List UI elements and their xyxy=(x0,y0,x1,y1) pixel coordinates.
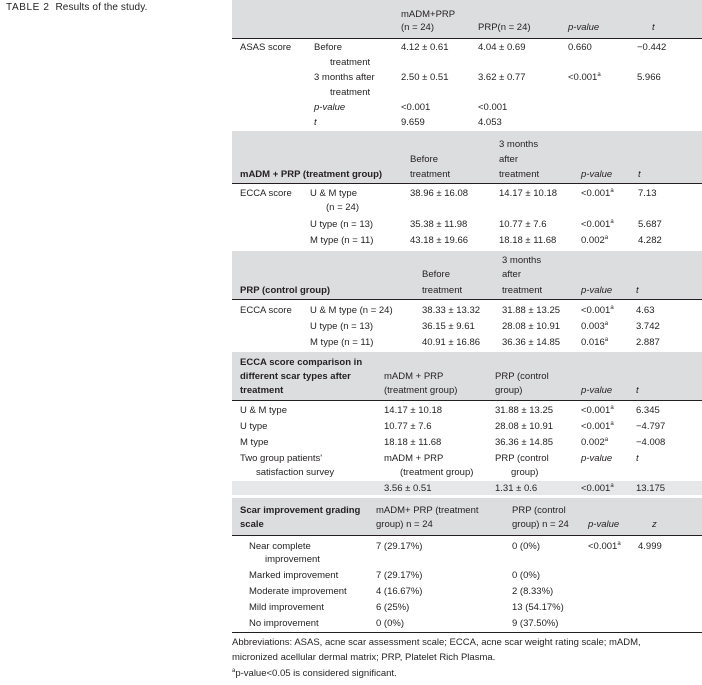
s3-group-title: PRP (control group) xyxy=(240,285,331,296)
s5-row2-prp: 0 (0%) xyxy=(512,570,540,581)
s4-header-prp-2: group) xyxy=(495,385,523,396)
s4-header-madm-2: (treatment group) xyxy=(384,385,458,396)
table-title: Results of the study. xyxy=(55,2,148,13)
s4-survey-header-madm: mADM + PRP xyxy=(384,453,444,464)
s1-3months-prp: 3.62 ± 0.77 xyxy=(478,72,526,83)
s2-row2-pvalue: <0.001$^a$ xyxy=(581,218,614,230)
s5-header-prp-2: group) n = 24 xyxy=(512,519,569,530)
s2-row3-t: 4.282 xyxy=(638,235,662,246)
s2-row3-label: M type (n = 11) xyxy=(310,235,374,246)
s1-asas-label: ASAS score xyxy=(240,42,292,53)
s5-row2-label: Marked improvement xyxy=(249,570,339,581)
s2-row2-before: 35.38 ± 11.98 xyxy=(410,219,468,230)
s5-row5-madm: 0 (0%) xyxy=(376,618,404,629)
s4-title-line2: different scar types after xyxy=(240,371,351,382)
s5-title-line1: Scar improvement grading xyxy=(240,505,361,516)
s4-row2-label: U type xyxy=(240,421,268,432)
s2-group-title: mADM + PRP (treatment group) xyxy=(240,169,383,180)
s4-row1-pvalue: <0.001$^a$ xyxy=(581,404,614,416)
s4-header-t: t xyxy=(636,385,639,396)
s1-pvalue-label: p-value xyxy=(314,102,346,113)
s1-header-prp: PRP(n = 24) xyxy=(478,22,531,33)
section1-rule xyxy=(232,38,702,39)
s4-row3-pvalue: 0.002$^a$ xyxy=(581,436,609,448)
s2-row1-before: 38.96 ± 16.08 xyxy=(410,188,469,199)
s3-row3-after: 36.36 ± 14.85 xyxy=(502,337,561,348)
s4-row1-label: U & M type xyxy=(240,405,287,416)
s5-row1-label: Near complete xyxy=(249,541,311,552)
footnote-abbreviations: Abbreviations: ASAS, acne scar assessment scale; ECCA, acne scar weight rating scale; mADM, xyxy=(232,637,641,648)
s3-row1-t: 4.63 xyxy=(636,305,655,316)
s1-before-label-2: treatment xyxy=(330,57,371,68)
table-label: TABLE 2 xyxy=(6,2,50,13)
s3-row1-before: 38.33 ± 13.32 xyxy=(422,305,481,316)
s1-before-prp: 4.04 ± 0.69 xyxy=(478,42,526,53)
s4-header-madm: mADM + PRP xyxy=(384,371,444,382)
s5-row1-pvalue: <0.001$^a$ xyxy=(588,540,621,552)
s3-header-t: t xyxy=(636,285,639,296)
s3-header-before-2: treatment xyxy=(422,285,463,296)
s3-row2-pvalue: 0.003$^a$ xyxy=(581,320,609,332)
s4-survey-header-t: t xyxy=(636,453,639,464)
s4-header-prp: PRP (control xyxy=(495,371,549,382)
s1-before-t: −0.442 xyxy=(637,42,667,53)
s3-header-before: Before xyxy=(422,269,450,280)
s1-3months-label: 3 months after xyxy=(314,72,375,83)
s2-row3-pvalue: 0.002$^a$ xyxy=(581,234,609,246)
s4-survey-madm: 3.56 ± 0.51 xyxy=(384,483,432,494)
s4-row3-label: M type xyxy=(240,437,269,448)
s4-survey-label: Two group patients' xyxy=(240,453,323,464)
s3-header-after-2: after xyxy=(502,269,522,280)
section2-rule xyxy=(232,183,702,184)
s2-header-after-3: treatment xyxy=(499,169,540,180)
s3-row3-pvalue: 0.016$^a$ xyxy=(581,336,609,348)
s2-row1-label-2: (n = 24) xyxy=(326,202,360,213)
table-caption xyxy=(6,2,147,13)
s4-survey-header-madm-2: (treatment group) xyxy=(400,467,474,478)
s5-row2-madm: 7 (29.17%) xyxy=(376,570,423,581)
s1-before-madm: 4.12 ± 0.61 xyxy=(401,42,449,53)
s3-row3-before: 40.91 ± 16.86 xyxy=(422,337,481,348)
s1-t-madm: 9.659 xyxy=(401,117,425,128)
s3-row1-pvalue: <0.001$^a$ xyxy=(581,304,614,316)
s5-title-line2: scale xyxy=(240,519,264,530)
s5-row1-label-2: improvement xyxy=(265,554,320,565)
s5-row4-prp: 13 (54.17%) xyxy=(512,602,564,613)
s2-row3-after: 18.18 ± 11.68 xyxy=(499,235,557,246)
footnote-significance: $^a$p-value<0.05 is considered significant. xyxy=(232,667,397,679)
s1-pvalue-madm: <0.001 xyxy=(401,102,431,113)
s1-header-pvalue: p-value xyxy=(568,22,600,33)
s2-header-before-2: treatment xyxy=(410,169,451,180)
s4-title-line3: treatment xyxy=(240,385,284,396)
s4-row1-t: 6.345 xyxy=(636,405,660,416)
s3-row1-after: 31.88 ± 13.25 xyxy=(502,305,561,316)
s1-header-madm-prp: mADM+PRP xyxy=(401,9,456,20)
s2-row1-label: U & M type xyxy=(310,188,357,199)
survey-result-band xyxy=(232,481,702,495)
s3-header-pvalue: p-value xyxy=(581,285,613,296)
s1-header-t: t xyxy=(652,22,655,33)
s4-row3-madm: 18.18 ± 11.68 xyxy=(384,437,442,448)
s2-header-after: 3 months xyxy=(499,139,539,150)
s5-row5-label: No improvement xyxy=(249,618,319,629)
s4-survey-header-prp: PRP (control xyxy=(495,453,549,464)
s4-survey-prp: 1.31 ± 0.6 xyxy=(495,483,538,494)
s3-header-after: 3 months xyxy=(502,255,542,266)
s5-row1-prp: 0 (0%) xyxy=(512,541,540,552)
section1-header-band xyxy=(232,0,702,38)
s4-row1-prp: 31.88 ± 13.25 xyxy=(495,405,554,416)
footnote-abbreviations-2: micronized acellular dermal matrix; PRP, Platelet Rich Plasma. xyxy=(232,652,496,663)
s2-header-pvalue: p-value xyxy=(581,169,613,180)
s2-row1-pvalue: <0.001$^a$ xyxy=(581,187,614,199)
s3-row3-label: M type (n = 11) xyxy=(310,337,374,348)
s4-title-line1: ECCA score comparison in xyxy=(240,357,363,368)
s5-row3-prp: 2 (8.33%) xyxy=(512,586,554,597)
s4-row2-t: −4.797 xyxy=(636,421,666,432)
s2-row2-t: 5.687 xyxy=(638,219,662,230)
s2-row3-before: 43.18 ± 19.66 xyxy=(410,235,469,246)
s1-3months-label-2: treatment xyxy=(330,87,371,98)
s3-row1-label: U & M type (n = 24) xyxy=(310,305,393,316)
s2-header-before: Before xyxy=(410,154,438,165)
section5-rule xyxy=(232,535,702,536)
s3-row3-t: 2.887 xyxy=(636,337,660,348)
table-bottom-rule xyxy=(232,632,702,633)
s2-header-t: t xyxy=(638,169,641,180)
s3-ecca-label: ECCA score xyxy=(240,305,292,316)
s1-3months-pvalue: <0.001$^a$ xyxy=(568,71,601,83)
s4-row1-madm: 14.17 ± 10.18 xyxy=(384,405,443,416)
s1-t-label: t xyxy=(314,117,317,128)
s3-row2-t: 3.742 xyxy=(636,321,660,332)
s2-row2-label: U type (n = 13) xyxy=(310,219,374,230)
s4-survey-label-2: satisfaction survey xyxy=(256,467,335,478)
s5-header-pvalue: p-value xyxy=(588,519,620,530)
s2-ecca-label: ECCA score xyxy=(240,188,292,199)
s4-survey-t: 13.175 xyxy=(636,483,666,494)
s4-row3-t: −4.008 xyxy=(636,437,666,448)
s5-row4-madm: 6 (25%) xyxy=(376,602,410,613)
s3-row2-before: 36.15 ± 9.61 xyxy=(422,321,475,332)
s1-pvalue-prp: <0.001 xyxy=(478,102,508,113)
s5-row4-label: Mild improvement xyxy=(249,602,324,613)
s4-header-pvalue: p-value xyxy=(581,385,613,396)
s4-survey-pvalue: <0.001$^a$ xyxy=(581,482,614,494)
section3-rule xyxy=(232,299,702,300)
s2-header-after-2: after xyxy=(499,154,519,165)
s4-row3-prp: 36.36 ± 14.85 xyxy=(495,437,554,448)
s5-row3-label: Moderate improvement xyxy=(249,586,347,597)
s5-row1-madm: 7 (29.17%) xyxy=(376,541,423,552)
s2-row1-t: 7.13 xyxy=(638,188,657,199)
s4-survey-header-pvalue: p-value xyxy=(581,453,613,464)
s1-3months-t: 5.966 xyxy=(637,72,661,83)
s4-row2-pvalue: <0.001$^a$ xyxy=(581,420,614,432)
s5-header-z: z xyxy=(652,519,657,530)
s1-header-madm-n: (n = 24) xyxy=(401,22,435,33)
s5-header-prp: PRP (control xyxy=(512,505,566,516)
s1-t-prp: 4.053 xyxy=(478,117,502,128)
s4-row2-prp: 28.08 ± 10.91 xyxy=(495,421,554,432)
section4-rule xyxy=(232,400,702,401)
s4-row2-madm: 10.77 ± 7.6 xyxy=(384,421,432,432)
s1-3months-madm: 2.50 ± 0.51 xyxy=(401,72,449,83)
s3-header-after-3: treatment xyxy=(502,285,543,296)
s5-row5-prp: 9 (37.50%) xyxy=(512,618,559,629)
s3-row2-label: U type (n = 13) xyxy=(310,321,374,332)
s5-header-madm-2: group) n = 24 xyxy=(376,519,433,530)
s5-row1-z: 4.999 xyxy=(638,541,662,552)
s5-row3-madm: 4 (16.67%) xyxy=(376,586,423,597)
s1-before-label: Before xyxy=(314,42,342,53)
s4-survey-header-prp-2: group) xyxy=(511,467,539,478)
s2-row2-after: 10.77 ± 7.6 xyxy=(499,219,547,230)
s3-row2-after: 28.08 ± 10.91 xyxy=(502,321,561,332)
section5-header-band xyxy=(232,498,702,535)
s5-header-madm: mADM+ PRP (treatment xyxy=(376,505,479,516)
s2-row1-after: 14.17 ± 10.18 xyxy=(499,188,558,199)
s1-before-pvalue: 0.660 xyxy=(568,42,592,53)
